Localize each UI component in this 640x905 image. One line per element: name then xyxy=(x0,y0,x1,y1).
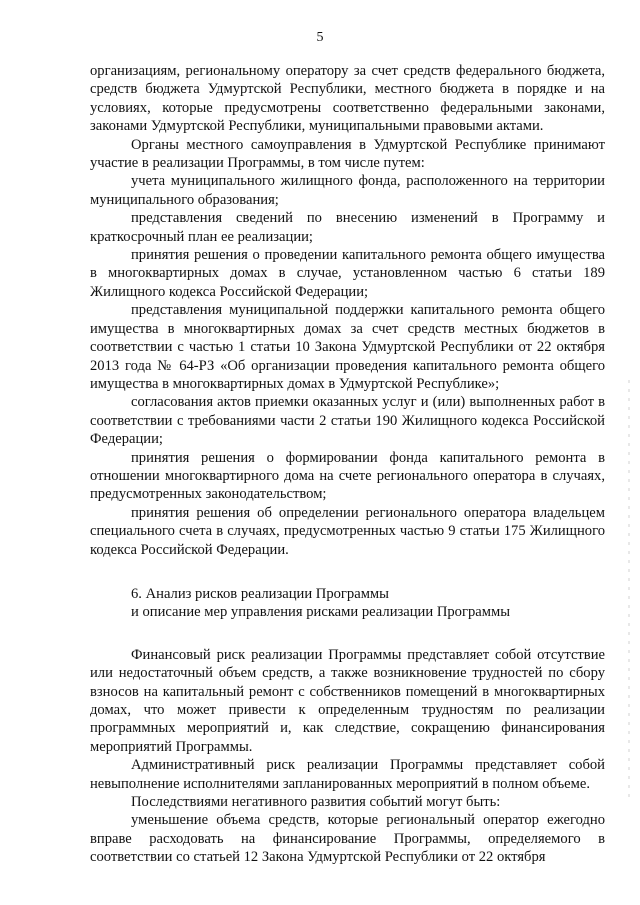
paragraph-group-bottom xyxy=(90,646,605,867)
section-heading xyxy=(90,585,605,622)
paragraph: Последствиями негативного развития событий могут быть: xyxy=(131,794,501,811)
scan-edge-artifact xyxy=(628,380,630,800)
section-heading-line-2: и описание мер управления рисками реализации Программы xyxy=(131,604,510,621)
paragraph: согласования актов приемки оказанных услуг и (или) выполненных работ в соответствии с требованиями части 2 статьи 190 Жилищного кодекса Российской Федерации; xyxy=(90,394,605,448)
page-number: 5 xyxy=(316,30,324,45)
section-heading-line-1: 6. Анализ рисков реализации Программы xyxy=(131,585,389,602)
paragraph: уменьшение объема средств, которые региональный оператор ежегодно вправе расходовать на финансирование Программы, определяемого в соответствии со статьей 12 Закона Удмуртской Республики от 22 октября xyxy=(90,812,605,866)
paragraph: учета муниципального жилищного фонда, расположенного на территории муниципального образования; xyxy=(90,173,605,208)
paragraph: представления муниципальной поддержки капитального ремонта общего имущества в многоквартирных домах за счет средств местных бюджетов в соответствии с частью 1 статьи 10 Закона Удмуртской Республики от 22 октября 2013 года № 64-РЗ «Об организации проведения капитального ремонта общего имущества в многоквартирных домах в Удмуртской Республике»; xyxy=(90,302,605,392)
paragraph: принятия решения о проведении капитального ремонта общего имущества в многоквартирных домах в случае, установленном частью 6 статьи 189 Жилищного кодекса Российской Федерации; xyxy=(90,247,605,300)
paragraph: Финансовый риск реализации Программы представляет собой отсутствие или недостаточный объем средств, а также возникновение трудностей по сбору взносов на капитальный ремонт с собственников помещений в многоквартирных домах, что может привести к определенным трудностям по реализации программных мероприятий и, как следствие, сокращению финансирования мероприятий Программы. xyxy=(90,646,605,755)
paragraph: Органы местного самоуправления в Удмуртской Республике принимают участие в реализации Программы, в том числе путем: xyxy=(90,136,605,172)
document-body xyxy=(90,62,605,867)
paragraph: организациям, региональному оператору за счет средств федерального бюджета, средств бюджета Удмуртской Республики, местного бюджета в порядке и на условиях, которые предусмотрены соответственно федеральными законами, законами Удмуртской Республики, муниципальными правовыми актами. xyxy=(90,63,605,135)
paragraph: принятия решения об определении регионального оператора владельцем специального счета в случаях, предусмотренных частью 9 статьи 175 Жилищного кодекса Российской Федерации. xyxy=(90,504,605,558)
paragraph: Административный риск реализации Программы представляет собой невыполнение исполнителями запланированных мероприятий в полном объеме. xyxy=(90,757,605,792)
paragraph-group-top xyxy=(90,62,605,559)
paragraph: принятия решения о формировании фонда капитального ремонта в отношении многоквартирного дома на счете регионального оператора в случаях, предусмотренных законодательством; xyxy=(90,449,605,503)
paragraph: представления сведений по внесению изменений в Программу и краткосрочный план ее реализации; xyxy=(90,210,605,245)
